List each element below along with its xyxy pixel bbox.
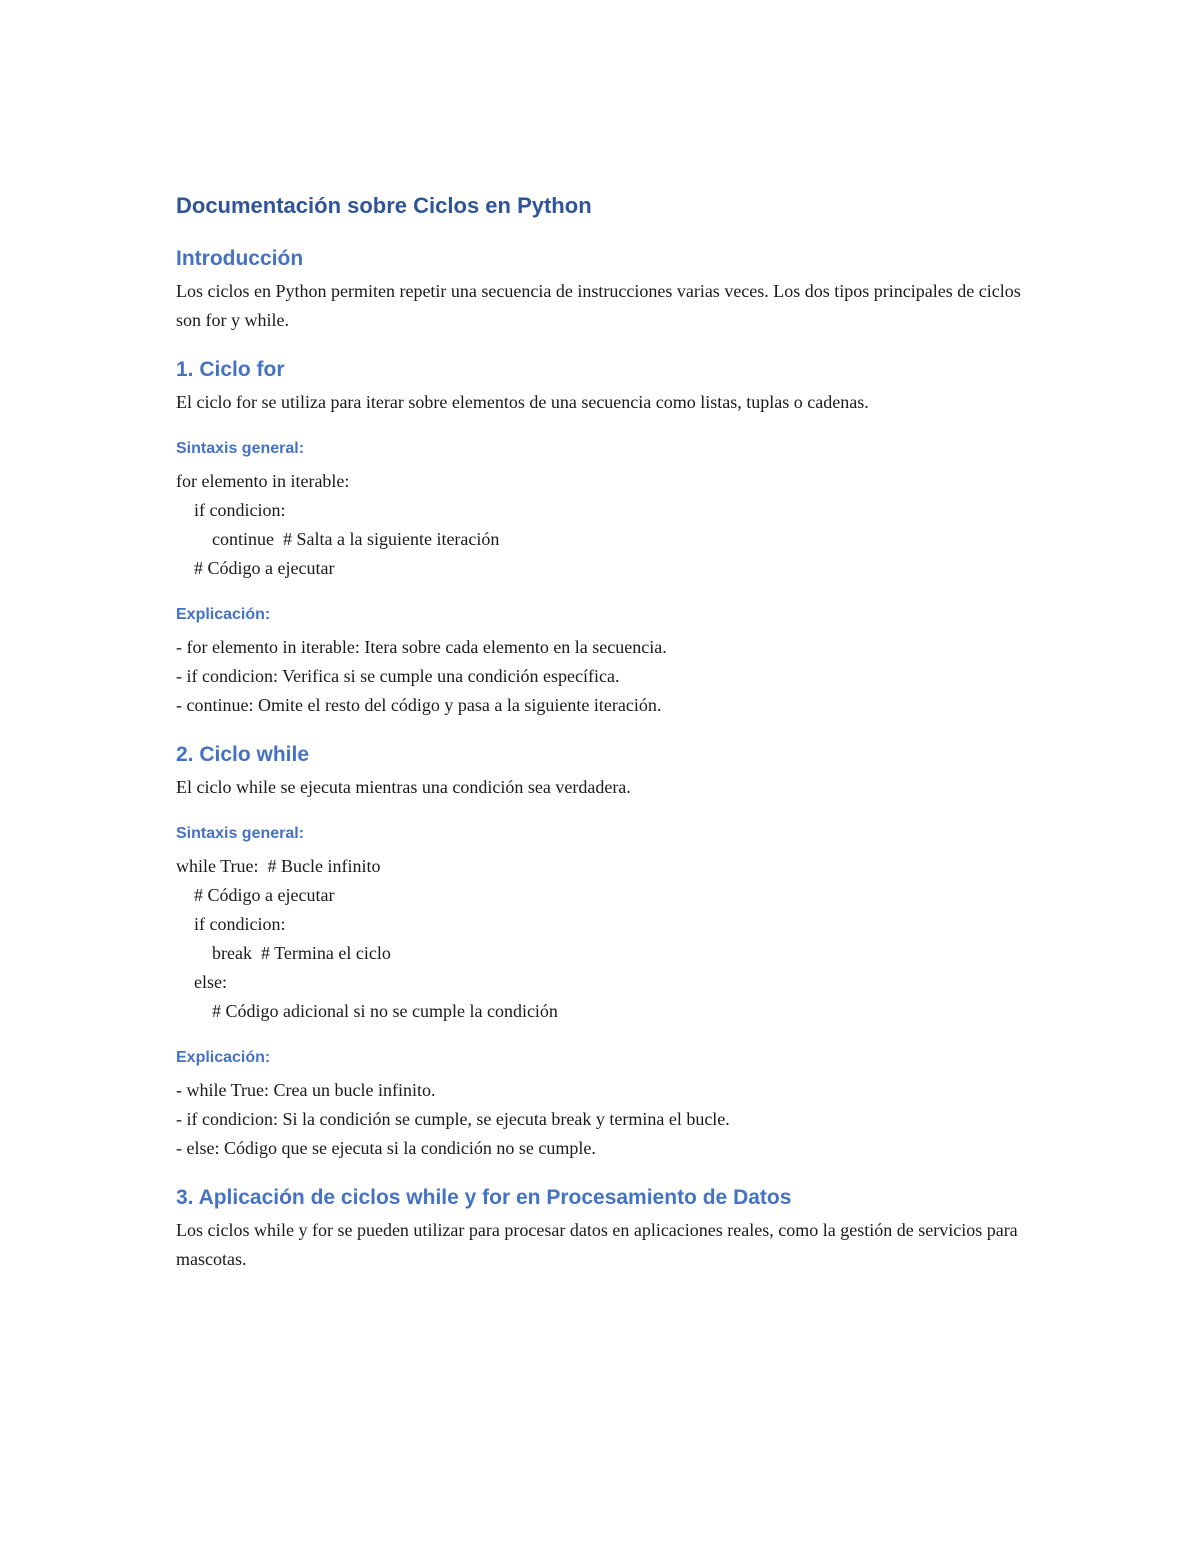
for-syntax-block [176,437,1036,583]
intro-section [176,244,1036,335]
for-explanation-block [176,603,1036,720]
explanation-item: - for elemento in iterable: Itera sobre cada elemento en la secuencia. [176,637,667,657]
explanation-item: - while True: Crea un bucle infinito. [176,1080,436,1100]
for-explanation-heading: Explicación: [176,606,271,623]
for-section [176,355,1036,417]
while-syntax-heading: Sintaxis general: [176,825,305,842]
code-line: # Código adicional si no se cumple la condición [176,1001,558,1021]
code-line: for elemento in iterable: [176,471,350,491]
for-syntax-heading: Sintaxis general: [176,440,305,457]
document-page [176,190,1036,1294]
while-paragraph: El ciclo while se ejecuta mientras una condición sea verdadera. [176,777,631,797]
code-line: break # Termina el ciclo [176,943,391,963]
code-line: else: [176,972,227,992]
while-section [176,740,1036,802]
intro-paragraph: Los ciclos en Python permiten repetir una secuencia de instrucciones varias veces. Los dos tipos principales de ciclos son for y while. [176,281,1021,330]
explanation-item: - if condicion: Verifica si se cumple una condición específica. [176,666,620,686]
intro-heading: Introducción [176,247,304,270]
application-paragraph: Los ciclos while y for se pueden utilizar para procesar datos en aplicaciones reales, como la gestión de servicios para mascotas. [176,1220,1018,1269]
while-syntax-block [176,822,1036,1026]
code-line: continue # Salta a la siguiente iteración [176,529,500,549]
document-title: Documentación sobre Ciclos en Python [176,193,592,218]
application-section [176,1183,1036,1274]
application-heading: 3. Aplicación de ciclos while y for en Procesamiento de Datos [176,1186,792,1209]
code-line: # Código a ejecutar [176,885,335,905]
code-line: # Código a ejecutar [176,558,335,578]
code-line: if condicion: [176,914,286,934]
while-explanation-block [176,1046,1036,1163]
for-heading: 1. Ciclo for [176,358,285,381]
explanation-item: - continue: Omite el resto del código y pasa a la siguiente iteración. [176,695,662,715]
code-line: while True: # Bucle infinito [176,856,381,876]
explanation-item: - if condicion: Si la condición se cumple, se ejecuta break y termina el bucle. [176,1109,730,1129]
code-line: if condicion: [176,500,286,520]
explanation-item: - else: Código que se ejecuta si la condición no se cumple. [176,1138,596,1158]
for-paragraph: El ciclo for se utiliza para iterar sobre elementos de una secuencia como listas, tuplas o cadenas. [176,392,869,412]
while-heading: 2. Ciclo while [176,743,310,766]
while-explanation-heading: Explicación: [176,1049,271,1066]
